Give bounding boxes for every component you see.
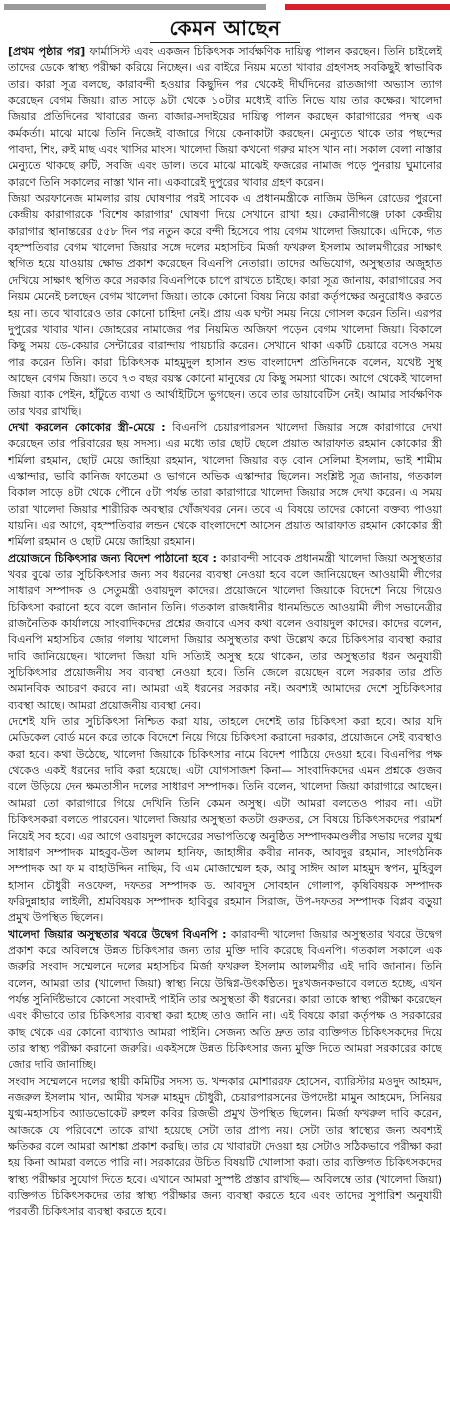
paragraph-1 [8,44,442,191]
paragraph-5 [8,714,442,926]
paragraph-text: সংবাদ সম্মেলনে দলের স্থায়ী কমিটির সদস্য ড. খন্দকার মোশাররফ হোসেন, ব্যারিস্টার মওদুদ আহমদ, নজরুল ইসলাম খান, আমীর খসরু মাহমুদ চৌধুরী, চেয়ারপারসনের উপদেষ্টা মামুন আহমেদ, সিনিয়র যুগ্ম-মহাসচিব অ্যাডভোকেট রুহুল কবির রিজভী প্রমুখ উপস্থিত ছিলেন। মির্জা ফখরুল দাবি করেন, আজকে যে পরিবেশে তাকে রাখা হয়েছে সেটা তার প্রাপ্য নয়। সেটা তার স্বাস্থ্যের জন্য অবশ্যই ক্ষতিকর বলে আমরা আশঙ্কা প্রকাশ করছি। তার যে খাবারটা দেওয়া হয় সেটাও সঠিকভাবে পরীক্ষা করা হয় কিনা আমরা বলতে পারি না। সরকারের উচিত বিষয়টি খোলাসা করা। তার ব্যক্তিগত চিকিৎসকদের স্বাস্থ্য পরীক্ষার সুযোগ দিতে হবে। এখানে আমরা সুস্পষ্ট প্রস্তাব রাখছি— অবিলম্বে তার (খালেদা জিয়া) ব্যক্তিগত চিকিৎসকদের তার স্বাস্থ্য পরীক্ষার জন্য ব্যবস্থা করতে হবে এবং তাদের সুপারিশ অনুযায়ী পরবর্তী চিকিৎসার ব্যবস্থা করতে হবে। [8,1074,442,1219]
subheading: প্রয়োজনে চিকিৎসার জন্য বিদেশ পাঠানো হবে : [8,551,217,565]
paragraph-text: দেশেই যদি তার সুচিকিৎসা নিশ্চিত করা যায়, তাহলে দেশেই তার চিকিৎসা করা হবে। আর যদি মেডিকেল বোর্ড মনে করে তাকে বিদেশে নিয়ে গিয়ে চিকিৎসা করানো দরকার, প্রয়োজনে সেই ব্যবস্থাও করা হবে। কথা উঠেছে, খালেদা জিয়াকে চিকিৎসার নামে বিদেশ পাঠিয়ে দেওয়া হবে। বিএনপির পক্ষ থেকেও একই ধরনের দাবি করা হয়েছে। এটা যোগসাজশ কিনা— সাংবাদিকদের এমন প্রশ্নকে গুজব বলে উড়িয়ে দেন ক্ষমতাসীন দলের সাধারণ সম্পাদক। তিনি বলেন, খালেদা জিয়া কারাগারে আছেন। আমরা তো কারাগারে গিয়ে দেখিনি তিনি কেমন অসুস্থ। এটা আমরা বলতেও পারব না। এটা চিকিৎসকরা বলতে পারবেন। খালেদা জিয়ার অসুস্থতা কতটা গুরুতর, সে বিষয়ে চিকিৎসকদের পরামর্শ নিয়েই সব হবে। এর আগে ওবায়দুল কাদেরের সভাপতিত্বে অনুষ্ঠিত সম্পাদকমণ্ডলীর সভায় দলের যুগ্ম সাধারণ সম্পাদক মাহবুব-উল আলম হানিফ, জাহাঙ্গীর কবীর নানক, আবদুর রহমান, সাংগঠনিক সম্পাদক আ ফ ম বাহাউদ্দিন নাছিম, বি এম মোজাম্মেল হক, আবু সাঈদ আল মাহমুদ স্বপন, মুহিবুল হাসান চৌধুরী নওফেল, দফতর সম্পাদক ড. আবদুস সোবহান গোলাপ, কৃষিবিষয়ক সম্পাদক ফরিদুন্নাহার লাইলী, শ্রমবিষয়ক সম্পাদক হাবিবুর রহমান সিরাজ, উপ-দফতর সম্পাদক বিপ্লব বড়ুয়া প্রমুখ উপস্থিত ছিলেন। [8,715,442,925]
subheading: খালেদা জিয়ার অসুস্থতার খবরে উদ্বেগ বিএনপি : [8,927,227,941]
article-body [8,44,442,1412]
paragraph-text: ফার্মাসিস্ট এবং একজন চিকিৎসক সার্বক্ষণিক দায়িত্ব পালন করছেন। তিনি চাইলেই তাদের ডেকে স্বাস্থ্য পরীক্ষা করিয়ে নিচ্ছেন। এর বাইরে নিয়ম মতো খাবার গ্রহণসহ সবকিছুই স্বাভাবিক তার। কারা সূত্র বলছে, কারাবন্দী হওয়ার কিছুদিন পর থেকেই দীর্ঘদিনের রাতজাগা অভ্যাস ত্যাগ করেছেন বেগম জিয়া। রাত সাড়ে ৯টা থেকে ১০টার মধ্যেই বাতি নিভে যায় তার কক্ষের। খালেদা জিয়ার প্রতিদিনের খাবারের জন্য বাজার-সদাইয়ের দায়িত্ব পালন করছেন কারাগারের পদস্থ এক কর্মকর্তা। মাঝে মাঝে তিনি নিজেই বাজারে গিয়ে কেনাকাটা করছেন। মেন্যুতে থাকে তার পছন্দের পাবদা, শিং, রুই মাছ এবং খাসির মাংস। খালেদা জিয়া কখনো গরুর মাংস খান না। সকাল বেলা নাস্তার মেন্যুতে থাকছে রুটি, সবজি এবং ডাল। তবে মাঝে মাঝেই ফজরের নামাজ পড়ে পুনরায় ঘুমানোর কারণে তিনি সকালের নাস্তা খান না। একবারেই দুপুরের খাবার গ্রহণ করেন। [8,45,442,189]
header-rule-gray [4,4,266,10]
paragraph-7 [8,1074,442,1221]
headline-underline [150,42,300,43]
paragraph-6 [8,927,442,1074]
continuation-marker: [প্রথম পৃষ্ঠার পর] [8,45,86,58]
subheading: দেখা করলেন কোকোর স্ত্রী-মেয়ে : [8,420,166,434]
paragraph-2 [8,191,442,420]
paragraph-text: জিয়া অরফানেজ মামলার রায় ঘোষণার পরই সাবেক এ প্রধানমন্ত্রীকে নাজিম উদ্দিন রোডের পুরনো কেন্দ্রীয় কারাগারকে 'বিশেষ কারাগার' ঘোষণা দিয়ে সেখানে রাখা হয়। কেরানীগঞ্জে ঢাকা কেন্দ্রীয় কারাগার স্থানান্তরের ৫৫৮ দিন পর নতুন করে বন্দী হিসেবে পায় বেগম খালেদা জিয়াকে। এদিকে, গত বৃহস্পতিবার বেগম খালেদা জিয়ার সঙ্গে দলের মহাসচিব মির্জা ফখরুল ইসলাম আলমগীরের সাক্ষাৎ স্থগিত হয়ে যাওয়ায় ক্ষোভ প্রকাশ করেছেন বিএনপি নেতারা। তাদের অভিযোগ, অসুস্থতার অজুহাত দেখিয়ে সাক্ষাৎ স্থগিত করে সরকার বিএনপিকে চাপে রাখতে চাইছে। কারা সূত্র জানায়, কারাগারের সব নিয়ম মেনেই চলছেন বেগম খালেদা জিয়া। তাকে কোনো বিষয় নিয়ে কারা কর্তৃপক্ষের অনুরোধও করতে হয় না। তবে খাবারেও তার কোনো চাহিদা নেই। প্রায় এক ঘণ্টা সময় নিয়ে গোসল করেন তিনি। এরপর দুপুরের খাবার খান। জোহরের নামাজের পর নিয়মিত অজিফা পড়েন বেগম খালেদা জিয়া। বিকালে কিছু সময় ডে-কেয়ার সেন্টারের বারান্দায় পায়চারি করেন। সেখানে থাকা একটি চেয়ারে বসেও সময় পার করেন তিনি। কারা চিকিৎসক মাহমুদুল হাসান শুভ বাংলাদেশ প্রতিদিনকে বলেন, যথেষ্ট সুস্থ আছেন বেগম জিয়া। তবে ৭৩ বছর বয়স্ক কোনো মানুষের যে কিছু সমস্যা থাকে। আগে থেকেই খালেদা জিয়া ব্যাক পেইন, হাঁটুতে ব্যথা ও আর্থাইটিসে ভুগছেন। তবে তার ডায়াবেটিস নেই। আমার সার্বক্ষণিক তার খবর রাখছি। [8,192,442,418]
paragraph-3 [8,420,442,551]
article-headline: কেমন আছেন [169,16,281,40]
paragraph-text: কারাবন্দী সাবেক প্রধানমন্ত্রী খালেদা জিয়া অসুস্থতার খবর বুঝে তার সুচিকিৎসার জন্য সব ধরনের ব্যবস্থা নেওয়া হবে বলে জানিয়েছেন আওয়ামী লীগের সাধারণ সম্পাদক ও সেতুমন্ত্রী ওবায়দুল কাদের। প্রয়োজনে খালেদা জিয়াকে বিদেশে নিয়ে গিয়েও চিকিৎসা করানো হবে বলে জানান তিনি। গতকাল রাজধানীর ধানমন্ডিতে আওয়ামী লীগ সভানেত্রীর রাজনৈতিক কার্যালয়ে সাংবাদিকদের প্রশ্নের জবাবে এসব কথা বলেন ওবায়দুল কাদের। কাদের বলেন, বিএনপি মহাসচিব জোর গলায় খালেদা জিয়ার অসুস্থতার কথা উল্লেখ করে চিকিৎসার ব্যবস্থা করার দাবি জানিয়েছেন। খালেদা জিয়া যদি সত্যিই অসুস্থ হয়ে থাকেন, তার অসুস্থতার ধরন অনুযায়ী সুচিকিৎসার প্রয়োজনীয় সব ব্যবস্থা নেওয়া হবে। তিনি জেলে রয়েছেন বলে সরকার তার প্রতি অমানবিক আচরণ করবে না। আমরা এই ধরনের সরকার নই। অবশ্যই আমাদের দেশে সুচিকিৎসার ব্যবস্থা আছে। আমরা প্রয়োজনীয় ব্যবস্থা নেব। [8,551,442,712]
paragraph-text: বিএনপি চেয়ারপারসন খালেদা জিয়ার সঙ্গে কারাগারে দেখা করেছেন তার পরিবারের ছয় সদস্য। এর মধ্যে তার ছোট ছেলে প্রয়াত আরাফাত রহমান কোকোর স্ত্রী শর্মিলা রহমান, ছোট মেয়ে জাহিয়া রহমান, খালেদা জিয়ার বড় বোন সেলিমা ইসলাম, ভাই শামীম এস্কান্দার, ভাবি কানিজ ফাতেমা ও ভাগনে অভিক এস্কান্দার ছিলেন। সংশ্লিষ্ট সূত্র জানায়, গতকাল বিকাল সাড়ে ৪টা থেকে পৌনে ৫টা পর্যন্ত তারা কারাগারে খালেদা জিয়ার সঙ্গে দেখা করেন। এ সময় তারা খালেদা জিয়ার শারীরিক অবস্থার খোঁজখবর নেন। তবে এ বিষয়ে তাদের কোনো বক্তব্য পাওয়া যায়নি। এর আগে, বৃহস্পতিবার লন্ডন থেকে বাংলাদেশে আসেন প্রয়াত আরাফাত রহমান কোকোর স্ত্রী শর্মিলা রহমান ও ছোট মেয়ে জাহিয়া রহমান। [8,420,442,549]
paragraph-text: কারাবন্দী খালেদা জিয়ার অসুস্থতার খবরে উদ্বেগ প্রকাশ করে অবিলম্বে উন্নত চিকিৎসার জন্য তার মুক্তি দাবি করেছে বিএনপি। গতকাল সকালে এক জরুরি সংবাদ সম্মেলনে দলের মহাসচিব মির্জা ফখরুল ইসলাম আলমগীর এই দাবি জানান। তিনি বলেন, আমরা তার (খালেদা জিয়া) স্বাস্থ্য নিয়ে উদ্বিগ্ন-উৎকণ্ঠিত। দুঃখজনকভাবে বলতে হচ্ছে, এখন পর্যন্ত সুনির্দিষ্টভাবে কোনো সংবাদই পাইনি তার অসুস্থতা কী ধরনের। কারা তাকে স্বাস্থ্য পরীক্ষা করেছেন এবং কীভাবে তার চিকিৎসার ব্যবস্থা করা হচ্ছে তাও জানি না। এই বিষয়ে কারা কর্তৃপক্ষ ও সরকারের কাছ থেকে এর কোনো ব্যাখ্যাও আমরা পাইনি। সেজন্য অতি দ্রুত তার ব্যক্তিগত চিকিৎসকদের দিয়ে তার স্বাস্থ্য পরীক্ষা করানো জরুরি। একইসঙ্গে উন্নত চিকিৎসার জন্য মুক্তি দিতে আমরা সরকারের কাছে জোর দাবি জানাচ্ছি। [8,927,442,1072]
paragraph-4 [8,551,442,714]
header-rule [0,4,450,12]
header-rule-red [285,4,450,10]
